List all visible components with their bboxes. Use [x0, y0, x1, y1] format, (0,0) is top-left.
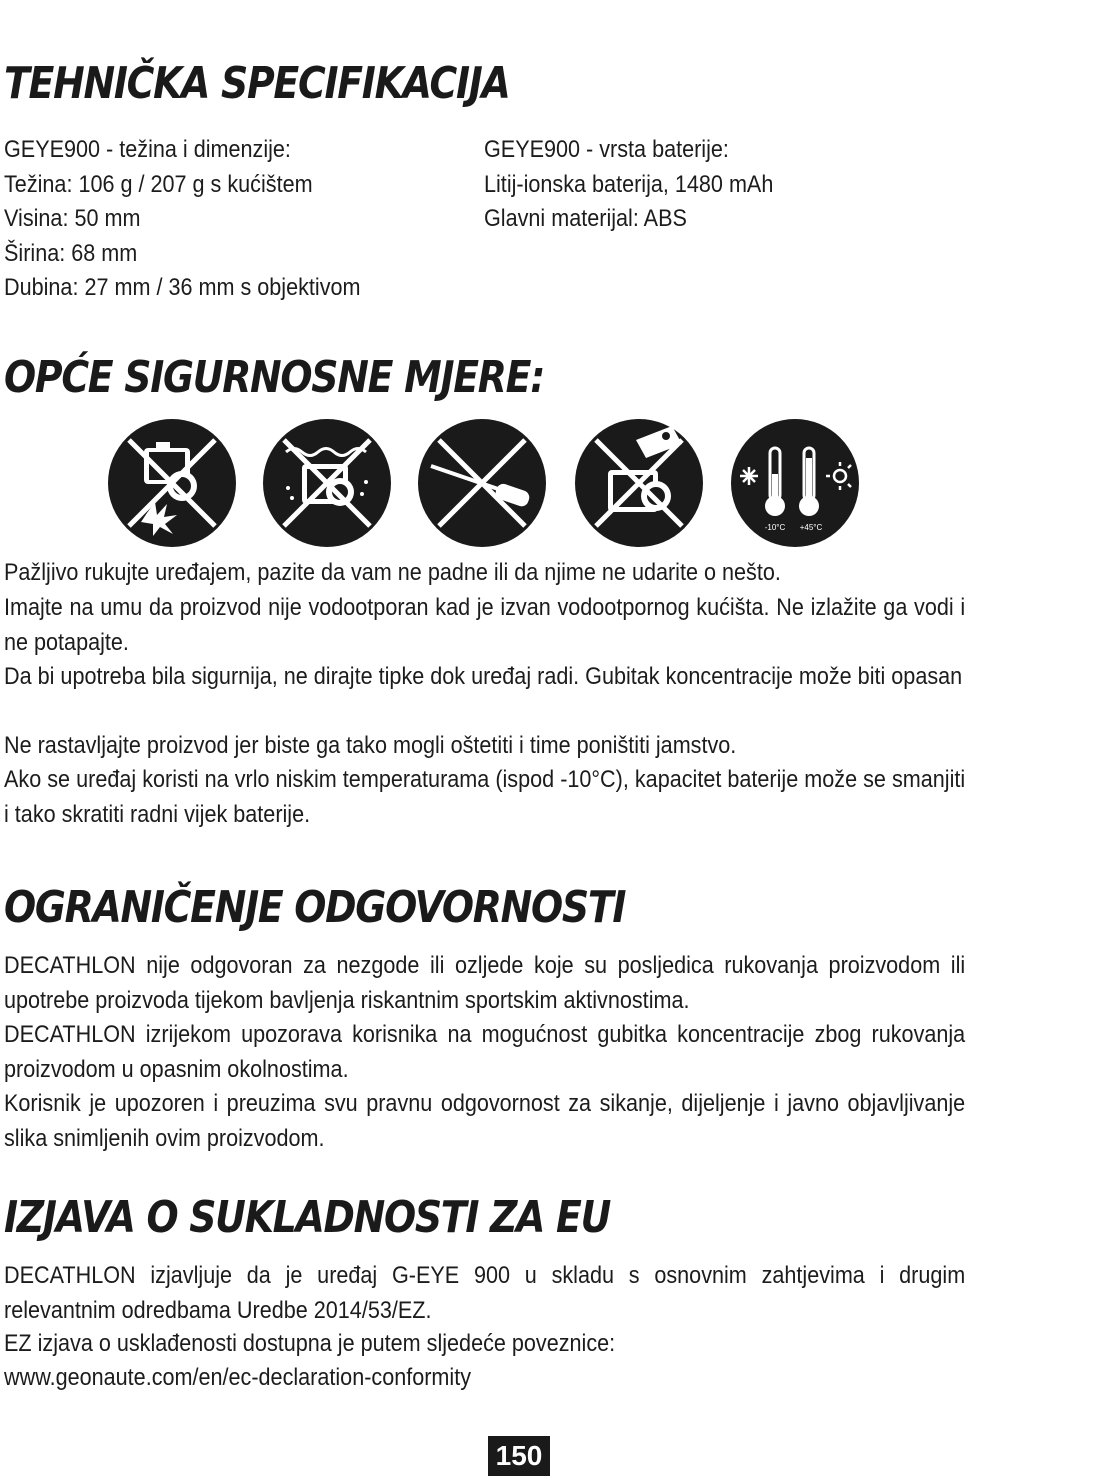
spec-line: Glavni materijal: ABS [484, 205, 687, 232]
temperature-range-icon [730, 418, 860, 548]
no-screwdriver-icon [417, 418, 547, 548]
safety-heading: OPĆE SIGURNOSNE MJERE: [4, 352, 545, 403]
no-disassembly-icon [574, 418, 704, 548]
spec-line: GEYE900 - vrsta baterije: [484, 136, 729, 163]
liability-paragraph: DECATHLON nije odgovoran za nezgode ili ozljede koje su posljedica rukovanja proizvodom ili upotrebe proizvoda tijekom bavljenja riskantnim sportskim aktivnostima. [4, 952, 966, 1014]
eu-paragraph: EZ izjava o usklađenosti dostupna je putem sljedeće poveznice: [4, 1330, 616, 1357]
safety-paragraph: Pažljivo rukujte uređajem, pazite da vam ne padne ili da njime ne udarite o nešto. [4, 559, 781, 586]
safety-paragraph: Da bi upotreba bila sigurnija, ne dirajte tipke dok uređaj radi. Gubitak koncentracije može biti opasan [4, 663, 963, 690]
spec-line: Težina: 106 g / 207 g s kućištem [4, 170, 313, 198]
safety-icons-row [0, 418, 1112, 548]
spec-column-right [484, 133, 773, 237]
spec-line: Visina: 50 mm [4, 205, 141, 232]
no-water-without-case-icon [262, 418, 392, 548]
spec-line: GEYE900 - težina i dimenzije: [4, 136, 291, 163]
spec-line: Širina: 68 mm [4, 239, 138, 267]
tech-spec-heading: TEHNIČKA SPECIFIKACIJA [4, 58, 510, 109]
liability-paragraph: DECATHLON izrijekom upozorava korisnika na mogućnost gubitka koncentracije zbog rukovanja proizvodom u opasnim okolnostima. [4, 1021, 966, 1083]
safety-paragraph: Imajte na umu da proizvod nije vodootporan kad je izvan vodootpornog kućišta. Ne izlažite ga vodi i ne potapajte. [4, 594, 966, 656]
safety-paragraph: Ne rastavljajte proizvod jer biste ga tako mogli oštetiti i time poništiti jamstvo. [4, 732, 737, 759]
spec-line: Litij-ionska baterija, 1480 mAh [484, 170, 774, 198]
temp-low-label: -10°C [764, 523, 786, 532]
spec-line: Dubina: 27 mm / 36 mm s objektivom [4, 274, 361, 301]
no-drop-camera-icon [107, 418, 237, 548]
eu-paragraph: DECATHLON izjavljuje da je uređaj G-EYE 900 u skladu s osnovnim zahtjevima i drugim relevantnim odredbama Uredbe 2014/53/EZ. [4, 1262, 966, 1324]
liability-heading: OGRANIČENJE ODGOVORNOSTI [4, 882, 626, 933]
spec-column-left [4, 133, 361, 306]
page-number: 150 [488, 1436, 550, 1476]
eu-conformity-heading: IZJAVA O SUKLADNOSTI ZA EU [4, 1192, 611, 1243]
liability-paragraph: Korisnik je upozoren i preuzima svu pravnu odgovornost za sikanje, dijeljenje i javno objavljivanje slika snimljenih ovim proizvodom. [4, 1090, 966, 1152]
temp-high-label: +45°C [799, 523, 823, 532]
eu-declaration-link: www.geonaute.com/en/ec-declaration-conformity [4, 1364, 472, 1391]
safety-paragraph: Ako se uređaj koristi na vrlo niskim temperaturama (ispod -10°C), kapacitet baterije može se smanjiti i tako skratiti radni vijek baterije. [4, 766, 966, 828]
